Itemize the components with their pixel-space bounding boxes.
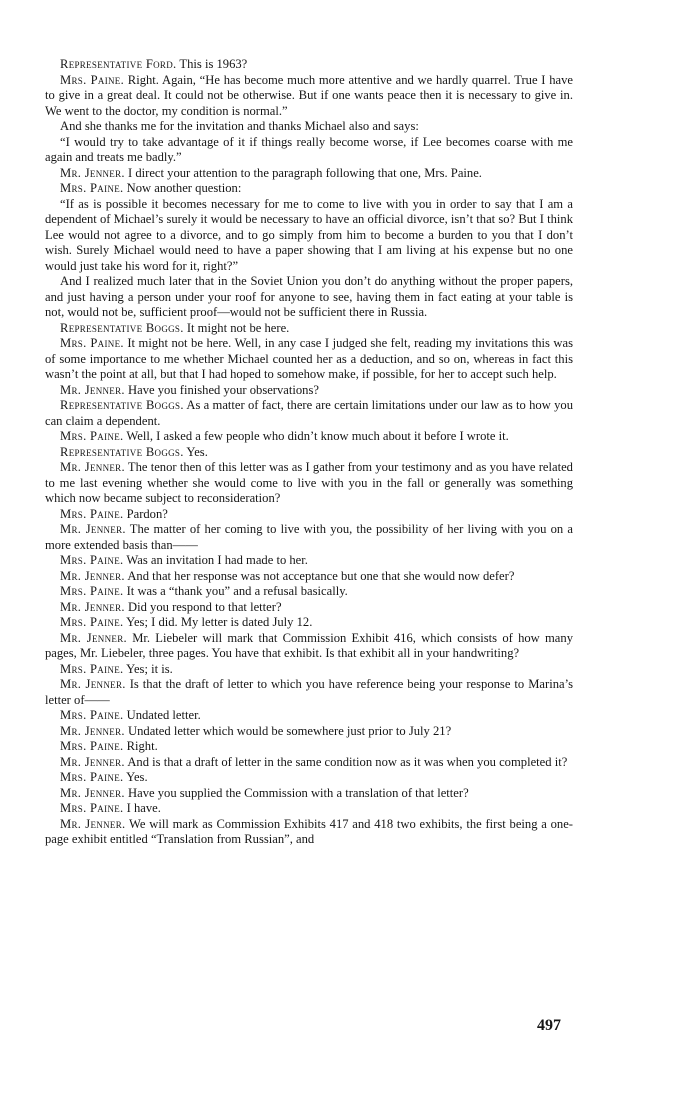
paragraph-text: Mr. Liebeler will mark that Commission Exhibit 416, which consists of how many pages, Mr. Liebeler, three pages. You have that exhibit. Is that exhibit all in your handwriting? [45,630,573,660]
speaker-name: Representative Ford. [60,57,177,71]
transcript-paragraph [45,584,573,600]
paragraph-text: As a matter of fact, there are certain limitations under our law as to how you can claim a dependent. [45,398,573,428]
transcript-paragraph [45,522,573,553]
speaker-name: Mr. Jenner. [60,460,125,474]
transcript-paragraph [45,383,573,399]
paragraph-text: The matter of her coming to live with you, the possibility of her living with you on a more extended basis than—— [45,522,573,552]
speaker-name: Mrs. Paine. [60,661,124,676]
paragraph-text: And I realized much later that in the Soviet Union you don’t do anything without the proper papers, and just having a person under your roof for anyone to see, having them in fact eating at your table is not, would not be, sufficient proof—would not be sufficient there in Russia. [45,274,573,319]
speaker-name: Mrs. Paine. [60,336,124,350]
speaker-name: Mr. Jenner. [60,599,125,614]
transcript-paragraph [45,507,573,523]
paragraph-text: Did you respond to that letter? [124,599,282,614]
speaker-name: Mr. Jenner. [60,165,125,180]
transcript-paragraph [45,135,573,166]
paragraph-text: It might not be here. [183,320,290,335]
paragraph-text: Now another question: [123,181,242,195]
paragraph-text: I direct your attention to the paragraph following that one, Mrs. Paine. [124,165,482,180]
paragraph-text: Have you supplied the Commission with a translation of that letter? [124,785,469,800]
speaker-name: Mr. Jenner. [60,754,125,769]
speaker-name: Mrs. Paine. [60,429,124,443]
speaker-name: Mr. Jenner. [60,723,125,738]
speaker-name: Representative Boggs. [60,444,184,459]
transcript-paragraph [45,57,573,73]
transcript-paragraph [45,398,573,429]
paragraph-text: Was an invitation I had made to her. [123,553,308,567]
transcript-paragraph [45,615,573,631]
transcript-paragraph [45,336,573,383]
transcript-paragraph [45,801,573,817]
speaker-name: Mr. Jenner. [60,785,125,800]
transcript-paragraph [45,73,573,120]
transcript-paragraph [45,274,573,321]
paragraph-text: Undated letter which would be somewhere just prior to July 21? [124,723,452,738]
paragraph-text: Well, I asked a few people who didn’t know much about it before I wrote it. [123,429,509,443]
speaker-name: Mrs. Paine. [60,739,124,753]
transcript-paragraph [45,755,573,771]
paragraph-text: “I would try to take advantage of it if things really become worse, if Lee becomes coarse with me again and treats me badly.” [45,134,573,164]
speaker-name: Representative Boggs. [60,320,184,335]
transcript-paragraph [45,817,573,848]
speaker-name: Mrs. Paine. [60,615,124,629]
speaker-name: Mrs. Paine. [60,506,124,521]
paragraph-text: Undated letter. [123,708,201,722]
paragraph-text: Yes. [183,444,208,459]
paragraph-text: It might not be here. Well, in any case I judged she felt, reading my invitations this was of some importance to me whether Michael counted her as a deduction, and so on, whereas in fact this wasn’t the point at all, but that I had hoped to somehow make, if possible, for her to accept such help. [45,336,573,381]
transcript-paragraph [45,181,573,197]
transcript-paragraph [45,770,573,786]
paragraph-text: It was a “thank you” and a refusal basically. [123,584,348,598]
transcript-body [45,57,573,848]
paragraph-text: Yes. [123,770,148,784]
paragraph-text: And is that a draft of letter in the same condition now as it was when you completed it? [124,754,568,769]
transcript-paragraph [45,677,573,708]
speaker-name: Mr. Jenner. [60,816,126,831]
speaker-name: Mrs. Paine. [60,801,124,815]
paragraph-text: We will mark as Commission Exhibits 417 and 418 two exhibits, the first being a one-page exhibit entitled “Translation from Russian”, and [45,816,573,846]
transcript-paragraph [45,166,573,182]
transcript-paragraph [45,119,573,135]
paragraph-text: This is 1963? [176,57,248,71]
transcript-paragraph [45,445,573,461]
transcript-paragraph [45,724,573,740]
speaker-name: Mr. Jenner. [60,568,125,583]
paragraph-text: “If as is possible it becomes necessary for me to come to live with you in order to say that I am a dependent of Michael’s surely it would be necessary to have an official divorce, isn’t that so? But I think Lee would not agree to a divorce, and to go simply from him to become a burden to you that I don’t wish. Surely Michael would need to have a paper showing that I am living at his expense but no one would just take his word for it, right?” [45,196,573,273]
paragraph-text: Pardon? [123,506,168,521]
transcript-paragraph [45,786,573,802]
paragraph-text: Have you finished your observations? [124,382,319,397]
transcript-paragraph [45,553,573,569]
speaker-name: Mr. Jenner. [60,630,127,645]
transcript-paragraph [45,429,573,445]
paragraph-text: Right. Again, “He has become much more attentive and we hardly quarrel. True I have to give in a great deal. It could not be otherwise. But if one wants peace then it is necessary to give in. We went to the doctor, my condition is normal.” [45,72,574,118]
paragraph-text: And she thanks me for the invitation and thanks Michael also and says: [60,119,419,133]
speaker-name: Representative Boggs. [60,398,184,412]
transcript-paragraph [45,197,573,275]
paragraph-text: Yes; it is. [123,661,173,676]
speaker-name: Mr. Jenner. [60,677,126,691]
speaker-name: Mr. Jenner. [60,522,126,536]
paragraph-text: And that her response was not acceptance but one that she would now defer? [124,568,515,583]
speaker-name: Mrs. Paine. [60,584,124,598]
speaker-name: Mr. Jenner. [60,382,125,397]
paragraph-text: Is that the draft of letter to which you have reference being your response to Marina’s letter of—— [45,677,573,707]
transcript-paragraph [45,708,573,724]
transcript-paragraph [45,631,573,662]
transcript-paragraph [45,460,573,507]
transcript-paragraph [45,569,573,585]
speaker-name: Mrs. Paine. [60,708,124,722]
speaker-name: Mrs. Paine. [60,72,125,87]
speaker-name: Mrs. Paine. [60,181,124,195]
speaker-name: Mrs. Paine. [60,553,124,567]
transcript-paragraph [45,600,573,616]
transcript-paragraph [45,321,573,337]
paragraph-text: The tenor then of this letter was as I gather from your testimony and as you have related to me last evening whether she would come to live with you in the fall or generally was something which now became subject to reconsideration? [45,460,573,505]
paragraph-text: Right. [123,739,158,753]
speaker-name: Mrs. Paine. [60,770,124,784]
page-number: 497 [537,1017,561,1034]
transcript-paragraph [45,662,573,678]
transcript-paragraph [45,739,573,755]
paragraph-text: I have. [123,801,161,815]
paragraph-text: Yes; I did. My letter is dated July 12. [123,615,313,629]
